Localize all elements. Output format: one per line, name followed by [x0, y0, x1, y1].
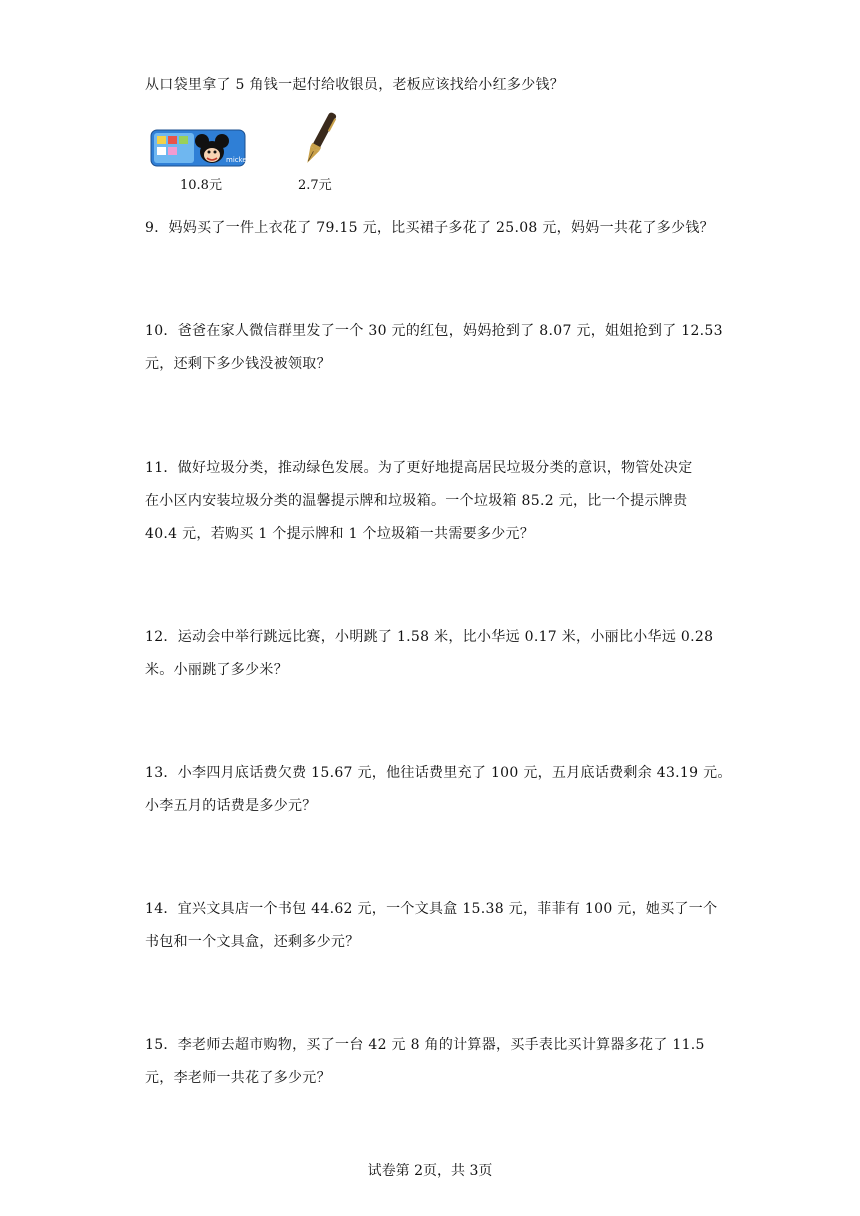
question-10-line-1: 10．爸爸在家人微信群里发了一个 30 元的红包，妈妈抢到了 8.07 元，姐姐抢到了 12.53 [145, 323, 723, 339]
question-9-line-1: 9．妈妈买了一件上衣花了 79.15 元，比买裙子多花了 25.08 元，妈妈一共花了多少钱？ [145, 220, 714, 236]
question-13-line-1: 13．小李四月底话费欠费 15.67 元，他往话费里充了 100 元，五月底话费剩余 43.19 元。 [145, 765, 732, 781]
intro-line: 从口袋里拿了 5 角钱一起付给收银员，老板应该找给小红多少钱？ [145, 77, 565, 93]
question-15-line-2: 元，李老师一共花了多少元？ [145, 1070, 331, 1086]
pen-price: 2.7元 [298, 178, 332, 193]
fountain-pen-icon [300, 108, 340, 170]
question-15-line-1: 15．李老师去超市购物，买了一台 42 元 8 角的计算器，买手表比买计算器多花了 11.5 [145, 1037, 705, 1053]
question-11-line-3: 40.4 元，若购买 1 个提示牌和 1 个垃圾箱一共需要多少元？ [145, 526, 535, 542]
question-11-line-1: 11．做好垃圾分类，推动绿色发展。为了更好地提高居民垃圾分类的意识，物管处决定 [145, 460, 693, 476]
pencil-box-image [150, 128, 251, 170]
question-12-line-2: 米。小丽跳了多少米？ [145, 662, 288, 678]
question-14-line-2: 书包和一个文具盒，还剩多少元？ [145, 934, 360, 950]
question-12-line-1: 12．运动会中举行跳远比赛，小明跳了 1.58 米，比小华远 0.17 米，小丽比小华远 0.28 [145, 629, 714, 645]
question-13-line-2: 小李五月的话费是多少元？ [145, 798, 317, 814]
page-footer: 试卷第 2页，共 3页 [367, 1163, 493, 1179]
pencil-box-price: 10.8元 [180, 178, 222, 193]
question-10-line-2: 元，还剩下多少钱没被领取？ [145, 356, 331, 372]
question-11-line-2: 在小区内安装垃圾分类的温馨提示牌和垃圾箱。一个垃圾箱 85.2 元，比一个提示牌贵 [145, 493, 688, 509]
pencil-box-figure [150, 128, 251, 193]
pen-figure [298, 108, 340, 193]
question-14-line-1: 14．宜兴文具店一个书包 44.62 元，一个文具盒 15.38 元，菲菲有 100 元，她买了一个 [145, 901, 718, 917]
pencil-box-brand: mickey [226, 156, 251, 164]
